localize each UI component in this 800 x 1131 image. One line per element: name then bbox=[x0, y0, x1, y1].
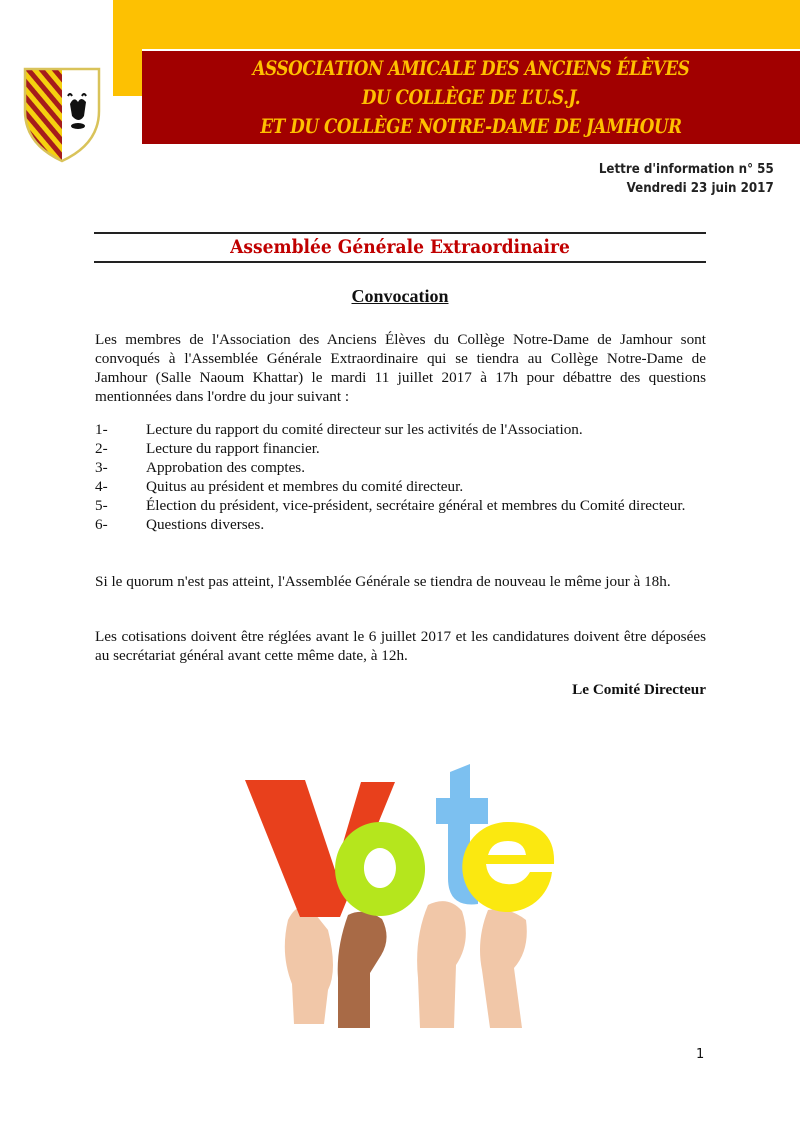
newsletter-date: Vendredi 23 juin 2017 bbox=[626, 180, 774, 196]
agenda-text: Lecture du rapport financier. bbox=[146, 440, 320, 457]
agenda-text: Questions diverses. bbox=[146, 516, 265, 533]
cotisations-paragraph: Les cotisations doivent être réglées avant le 6 juillet 2017 et les candidatures doivent être déposées au secrétariat général avant cette même date, à 12h. bbox=[95, 628, 706, 664]
header-banner bbox=[142, 51, 800, 144]
vote-illustration bbox=[200, 710, 600, 1030]
agenda-item bbox=[95, 439, 706, 458]
title-rule-top bbox=[94, 232, 706, 234]
intro-paragraph: Les membres de l'Association des Anciens Élèves du Collège Notre-Dame de Jamhour sont convoqués à l'Assemblée Générale Extraordinaire qui se tiendra au Collège Notre-Dame de Jamhour (Salle Naoum Khattar) le mardi 11 juillet 2017 à 17h pour débattre des questions mentionnées dans l'ordre du jour suivant : bbox=[95, 331, 706, 405]
section-title: Assemblée Générale Extraordinaire bbox=[230, 236, 570, 258]
agenda-number: 1- bbox=[95, 421, 108, 438]
banner-line-1: ASSOCIATION AMICALE DES ANCIENS ÉLÈVES bbox=[252, 57, 690, 80]
letter-e bbox=[462, 822, 554, 912]
agenda-item bbox=[95, 477, 706, 496]
vote-letters bbox=[245, 764, 554, 917]
signature: Le Comité Directeur bbox=[572, 681, 706, 698]
letter-o bbox=[335, 822, 425, 916]
agenda-number: 6- bbox=[95, 516, 108, 533]
agenda-list bbox=[95, 420, 706, 534]
section-subtitle: Convocation bbox=[351, 286, 449, 306]
quorum-paragraph: Si le quorum n'est pas atteint, l'Assemblée Générale se tiendra de nouveau le même jour à 18h. bbox=[95, 573, 671, 590]
agenda-item bbox=[95, 515, 706, 534]
agenda-text: Quitus au président et membres du comité directeur. bbox=[146, 478, 464, 495]
title-rule-bottom bbox=[94, 261, 706, 263]
agenda-item bbox=[95, 420, 706, 439]
banner-line-2: DU COLLÈGE DE L’U.S.J. bbox=[361, 86, 581, 109]
agenda-number: 4- bbox=[95, 478, 108, 495]
school-crest-icon bbox=[22, 66, 102, 164]
page-number: 1 bbox=[696, 1047, 705, 1062]
agenda-text: Élection du président, vice-président, secrétaire général et membres du Comité directeur. bbox=[146, 497, 686, 514]
agenda-number: 2- bbox=[95, 440, 108, 457]
agenda-number: 5- bbox=[95, 497, 108, 514]
newsletter-issue: Lettre d'information n° 55 bbox=[599, 161, 774, 177]
agenda-text: Lecture du rapport du comité directeur sur les activités de l'Association. bbox=[146, 421, 583, 438]
agenda-number: 3- bbox=[95, 459, 108, 476]
banner-line-3: ET DU COLLÈGE NOTRE-DAME DE JAMHOUR bbox=[260, 115, 682, 138]
newsletter-info bbox=[599, 160, 774, 198]
agenda-text: Approbation des comptes. bbox=[146, 459, 306, 476]
agenda-item bbox=[95, 458, 706, 477]
agenda-item bbox=[95, 496, 706, 515]
